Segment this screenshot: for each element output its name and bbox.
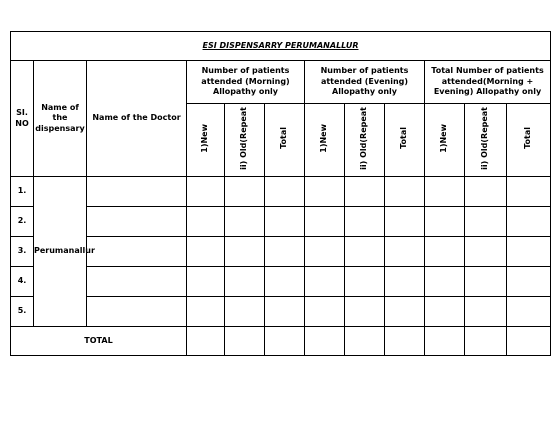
data-cell[interactable] [345,207,385,237]
total-cell[interactable] [507,327,551,356]
header-evening-old-label: ii) Old(Repeat [359,106,369,170]
table-row [11,177,551,207]
total-cell[interactable] [345,327,385,356]
header-morning-group: Number of patients attended (Morning) Allopathy only [187,61,305,104]
header-evening-total [385,104,425,177]
total-label: TOTAL [11,327,187,356]
header-combined-new-label: 1)New [439,123,449,153]
row-number: 3. [11,237,34,267]
doctor-cell[interactable] [87,267,187,297]
header-evening-old [345,104,385,177]
header-dispensary-name: Name of the dispensary [34,61,87,177]
data-cell[interactable] [465,177,507,207]
data-cell[interactable] [465,237,507,267]
dispensary-name-cell: Perumanallur [34,177,87,327]
data-cell[interactable] [225,297,265,327]
total-cell[interactable] [465,327,507,356]
total-row [11,327,551,356]
header-evening-new-label: 1)New [319,123,329,153]
dispensary-report-table [10,31,551,356]
header-morning-total-label: Total [279,127,289,150]
header-evening-new [305,104,345,177]
table-row [11,297,551,327]
header-evening-total-label: Total [399,127,409,150]
form-title: ESI DISPENSARRY PERUMANALLUR [11,32,551,61]
data-cell[interactable] [385,297,425,327]
data-cell[interactable] [425,177,465,207]
data-cell[interactable] [187,297,225,327]
total-cell[interactable] [265,327,305,356]
total-cell[interactable] [385,327,425,356]
data-cell[interactable] [225,237,265,267]
data-cell[interactable] [305,237,345,267]
data-cell[interactable] [225,177,265,207]
data-cell[interactable] [345,177,385,207]
data-cell[interactable] [425,207,465,237]
data-cell[interactable] [385,237,425,267]
data-cell[interactable] [305,267,345,297]
doctor-cell[interactable] [87,177,187,207]
total-cell[interactable] [187,327,225,356]
data-cell[interactable] [425,297,465,327]
data-cell[interactable] [225,267,265,297]
data-cell[interactable] [507,207,551,237]
data-cell[interactable] [507,267,551,297]
doctor-cell[interactable] [87,207,187,237]
header-evening-group: Number of patients attended (Evening) Allopathy only [305,61,425,104]
data-cell[interactable] [265,237,305,267]
data-cell[interactable] [385,267,425,297]
total-cell[interactable] [225,327,265,356]
header-total-group: Total Number of patients attended(Morning + Evening) Allopathy only [425,61,551,104]
header-sl-no: SI. NO [11,61,34,177]
data-cell[interactable] [187,267,225,297]
data-cell[interactable] [425,237,465,267]
data-cell[interactable] [305,177,345,207]
data-cell[interactable] [187,177,225,207]
data-cell[interactable] [345,237,385,267]
table-row [11,207,551,237]
data-cell[interactable] [305,297,345,327]
data-cell[interactable] [265,207,305,237]
row-number: 2. [11,207,34,237]
header-combined-total-label: Total [523,127,533,150]
header-morning-new-label: 1)New [200,123,210,153]
data-cell[interactable] [507,237,551,267]
header-combined-old-label: ii) Old(Repeat [480,106,490,170]
data-cell[interactable] [305,207,345,237]
data-cell[interactable] [465,267,507,297]
data-cell[interactable] [187,237,225,267]
header-morning-total [265,104,305,177]
row-number: 5. [11,297,34,327]
data-cell[interactable] [385,177,425,207]
data-cell[interactable] [385,207,425,237]
data-cell[interactable] [265,267,305,297]
doctor-cell[interactable] [87,237,187,267]
row-number: 4. [11,267,34,297]
header-combined-total [507,104,551,177]
table-row [11,267,551,297]
header-morning-old-label: ii) Old(Repeat [239,106,249,170]
header-doctor-name: Name of the Doctor [87,61,187,177]
total-cell[interactable] [305,327,345,356]
header-morning-new [187,104,225,177]
header-morning-old [225,104,265,177]
header-combined-new [425,104,465,177]
data-cell[interactable] [507,177,551,207]
data-cell[interactable] [265,297,305,327]
data-cell[interactable] [345,297,385,327]
data-cell[interactable] [225,207,265,237]
data-cell[interactable] [425,267,465,297]
data-cell[interactable] [187,207,225,237]
doctor-cell[interactable] [87,297,187,327]
data-cell[interactable] [265,177,305,207]
data-cell[interactable] [507,297,551,327]
data-cell[interactable] [345,267,385,297]
total-cell[interactable] [425,327,465,356]
data-cell[interactable] [465,297,507,327]
data-cell[interactable] [465,207,507,237]
row-number: 1. [11,177,34,207]
header-combined-old [465,104,507,177]
